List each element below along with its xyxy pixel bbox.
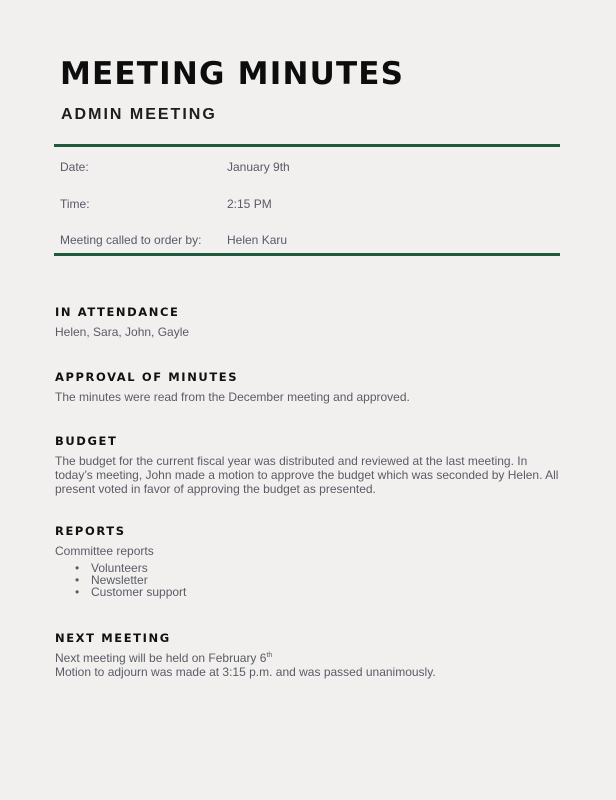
budget-text: The budget for the current fiscal year was distributed and reviewed at the last meeting. In today’s meeting, John made a motion to approve the budget which was seconded by Helen. All present voted in favor of approving the budget as presented. xyxy=(55,454,559,496)
section-reports xyxy=(55,524,565,598)
attendance-heading: IN ATTENDANCE xyxy=(55,305,180,319)
budget-heading: BUDGET xyxy=(55,434,118,448)
next-meeting-date-suffix: th xyxy=(266,652,273,659)
approval-text: The minutes were read from the December meeting and approved. xyxy=(55,390,410,404)
next-meeting-heading: NEXT MEETING xyxy=(55,631,171,645)
reports-list xyxy=(55,562,565,598)
called-to-order-label: Meeting called to order by: xyxy=(60,233,202,247)
date-label: Date: xyxy=(60,160,89,174)
time-label: Time: xyxy=(60,197,90,211)
list-item-label: Newsletter xyxy=(91,573,148,587)
section-attendance xyxy=(55,305,565,339)
bullet-icon: • xyxy=(75,585,80,599)
called-to-order-value: Helen Karu xyxy=(227,233,288,247)
bullet-icon: • xyxy=(75,561,80,575)
reports-intro: Committee reports xyxy=(55,544,154,558)
bullet-icon: • xyxy=(75,573,80,587)
date-value: January 9th xyxy=(227,160,290,174)
meeting-info-box xyxy=(54,144,560,256)
document-subtitle: ADMIN MEETING xyxy=(61,106,217,123)
section-approval xyxy=(55,370,565,404)
next-meeting-date-text: Next meeting will be held on February 6 xyxy=(55,651,267,665)
list-item xyxy=(75,562,565,574)
document-title: MEETING MINUTES xyxy=(60,56,405,92)
next-meeting-line1 xyxy=(55,651,565,665)
list-item-label: Volunteers xyxy=(91,561,148,575)
list-item-label: Customer support xyxy=(91,585,187,599)
next-meeting-line2: Motion to adjourn was made at 3:15 p.m. and was passed unanimously. xyxy=(55,665,436,679)
approval-heading: APPROVAL OF MINUTES xyxy=(55,370,239,384)
time-value: 2:15 PM xyxy=(227,197,272,211)
reports-heading: REPORTS xyxy=(55,524,126,538)
attendance-text: Helen, Sara, John, Gayle xyxy=(55,325,190,339)
section-budget xyxy=(55,434,565,496)
section-next-meeting xyxy=(55,631,565,679)
list-item xyxy=(75,586,565,598)
